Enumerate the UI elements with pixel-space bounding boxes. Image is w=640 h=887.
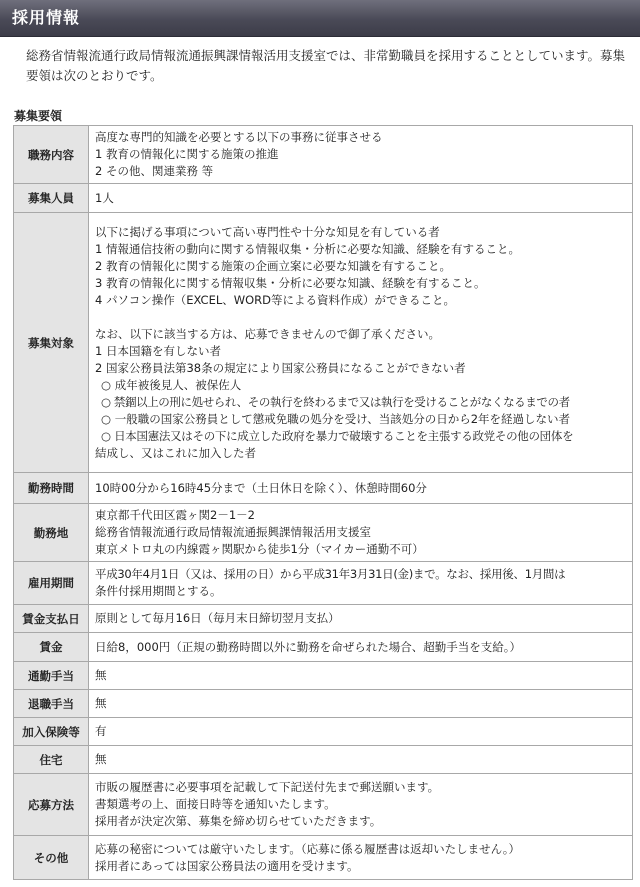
row-duties	[14, 126, 633, 184]
eligibility-line: 1 情報通信技術の動向に関する情報収集・分析に必要な知識、経験を有すること。	[95, 241, 520, 256]
eligibility-line: ○ 成年被後見人、被保佐人	[101, 377, 242, 392]
payday-line: 原則として毎月16日（毎月末日締切翌月支払）	[95, 611, 340, 625]
value-location	[89, 504, 633, 562]
value-commute	[89, 662, 633, 690]
page-title: 採用情報	[12, 8, 81, 27]
eligibility-line: 4 パソコン操作（EXCEL、WORD等による資料作成）ができること。	[95, 292, 456, 307]
label-period: 雇用期間	[14, 562, 89, 605]
label-apply: 応募方法	[14, 774, 89, 836]
eligibility-line: なお、以下に該当する方は、応募できませんので御了承ください。	[95, 326, 440, 341]
value-wage	[89, 633, 633, 662]
duties-line: 高度な専門的知識を必要とする以下の事務に従事させる	[95, 130, 383, 144]
row-housing	[14, 746, 633, 774]
value-retirement	[89, 690, 633, 718]
row-wage	[14, 633, 633, 662]
intro-text: 総務省情報流通行政局情報流通振興課情報活用支援室では、非常勤職員を採用することとしています。募集要領は次のとおりです。	[26, 48, 626, 83]
value-eligibility	[89, 213, 633, 473]
commute-line: 無	[95, 668, 107, 682]
row-commute	[14, 662, 633, 690]
location-line: 東京都千代田区霞ヶ関2－1－2	[95, 508, 255, 522]
apply-line: 書類選考の上、面接日時等を通知いたします。	[95, 797, 336, 811]
retirement-line: 無	[95, 696, 107, 710]
period-line: 条件付採用期間とする。	[95, 584, 222, 598]
label-eligibility: 募集対象	[14, 213, 89, 473]
row-period	[14, 562, 633, 605]
label-insurance: 加入保険等	[14, 718, 89, 746]
row-location	[14, 504, 633, 562]
wage-line: 日給8，000円（正規の勤務時間以外に勤務を命ぜられた場合、超勤手当を支給。）	[95, 639, 522, 654]
eligibility-line: ○ 禁錮以上の刑に処せられ、その執行を終わるまで又は執行を受けることがなくなるまでの者	[101, 394, 570, 409]
row-hours	[14, 473, 633, 504]
label-commute: 通勤手当	[14, 662, 89, 690]
recruitment-table	[13, 125, 633, 880]
value-insurance	[89, 718, 633, 746]
period-line: 平成30年4月1日（又は、採用の日）から平成31年3月31日(金)まで。なお、採用後、1月間は	[95, 567, 566, 581]
eligibility-line: 以下に掲げる事項について高い専門性や十分な知見を有している者	[95, 224, 440, 239]
page-header	[0, 0, 640, 37]
section-title: 募集要領	[14, 109, 63, 123]
value-headcount	[89, 184, 633, 213]
row-headcount	[14, 184, 633, 213]
row-apply	[14, 774, 633, 836]
value-hours	[89, 473, 633, 504]
duties-line: 2 その他、関連業務 等	[95, 164, 214, 178]
eligibility-line: ○ 日本国憲法又はその下に成立した政府を暴力で破壊することを主張する政党その他の団体を	[101, 428, 574, 443]
apply-line: 市販の履歴書に必要事項を記載して下記送付先まで郵送願います。	[95, 780, 440, 794]
label-hours: 勤務時間	[14, 473, 89, 504]
location-line: 総務省情報流通行政局情報流通振興課情報活用支援室	[95, 525, 371, 539]
value-housing	[89, 746, 633, 774]
label-housing: 住宅	[14, 746, 89, 774]
apply-line: 採用者が決定次第、募集を締め切らせていただきます。	[95, 814, 382, 828]
eligibility-line: ○ 一般職の国家公務員として懲戒免職の処分を受け、当該処分の日から2年を経過しない者	[101, 411, 571, 426]
eligibility-line: 2 教育の情報化に関する施策の企画立案に必要な知識を有すること。	[95, 258, 451, 273]
row-payday	[14, 605, 633, 633]
eligibility-line: 2 国家公務員法第38条の規定により国家公務員になることができない者	[95, 360, 466, 375]
label-retirement: 退職手当	[14, 690, 89, 718]
headcount-line: 1人	[95, 190, 114, 205]
row-other	[14, 836, 633, 880]
value-payday	[89, 605, 633, 633]
other-line: 採用者にあっては国家公務員法の適用を受けます。	[95, 858, 359, 873]
label-wage: 賃金	[14, 633, 89, 662]
label-duties: 職務内容	[14, 126, 89, 184]
value-apply	[89, 774, 633, 836]
other-line: 応募の秘密については厳守いたします。（応募に係る履歴書は返却いたしません。）	[95, 841, 521, 856]
eligibility-line: 1 日本国籍を有しない者	[95, 343, 221, 358]
label-headcount: 募集人員	[14, 184, 89, 213]
row-eligibility	[14, 213, 633, 473]
value-other	[89, 836, 633, 880]
hours-line: 10時00分から16時45分まで（土日休日を除く）、休憩時間60分	[95, 480, 427, 495]
eligibility-line: 結成し、又はこれに加入した者	[95, 445, 256, 460]
insurance-line: 有	[95, 724, 107, 738]
duties-line: 1 教育の情報化に関する施策の推進	[95, 147, 279, 161]
label-other: その他	[14, 836, 89, 880]
label-location: 勤務地	[14, 504, 89, 562]
spacer	[95, 309, 626, 326]
housing-line: 無	[95, 752, 107, 766]
label-payday: 賃金支払日	[14, 605, 89, 633]
location-line: 東京メトロ丸の内線霞ヶ関駅から徒歩1分（マイカー通勤不可）	[95, 542, 424, 556]
row-insurance	[14, 718, 633, 746]
eligibility-line: 3 教育の情報化に関する情報収集・分析に必要な知識、経験を有すること。	[95, 275, 486, 290]
value-duties	[89, 126, 633, 184]
value-period	[89, 562, 633, 605]
row-retirement	[14, 690, 633, 718]
